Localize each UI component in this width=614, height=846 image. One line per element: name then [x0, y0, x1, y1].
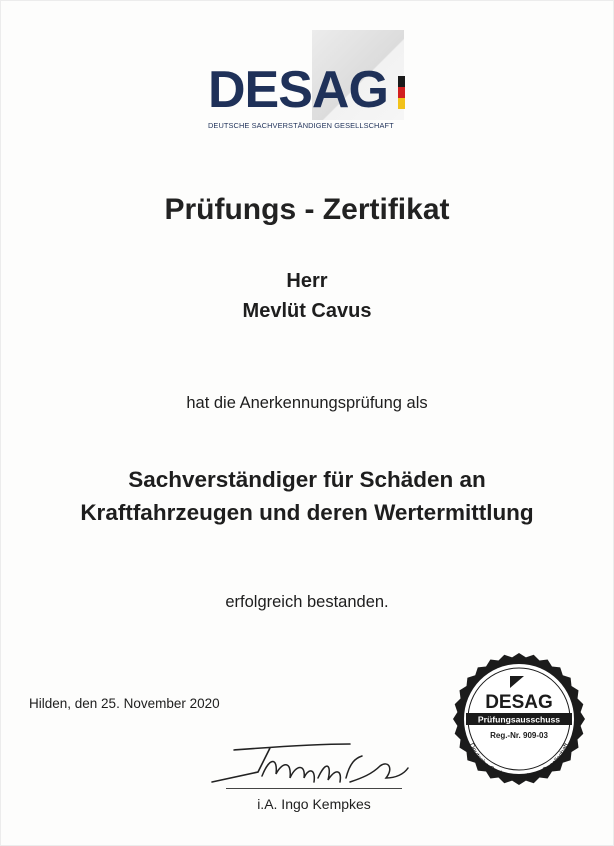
seal-wordmark: DESAG: [485, 692, 553, 713]
qualification-line-2: Kraftfahrzeugen und deren Wertermittlung: [80, 500, 534, 525]
signature-line: [226, 788, 402, 789]
seal-logo-mark-icon: [510, 676, 524, 688]
logo-wordmark: DESAG: [208, 61, 388, 119]
seal-ring-text: Deutsche-Sachverständigen-Gesellschaft: [467, 742, 571, 782]
intro-text: hat die Anerkennungsprüfung als: [186, 394, 428, 412]
recipient-name: Mevlüt Cavus: [242, 300, 372, 322]
recipient-salutation: Herr: [286, 270, 328, 292]
signer-name: i.A. Ingo Kempkes: [257, 796, 371, 812]
german-flag-icon: [398, 76, 405, 109]
seal-reg-number: Reg.-Nr. 909-03: [490, 731, 548, 740]
desag-logo: [204, 30, 414, 135]
result-text: erfolgreich bestanden.: [225, 593, 389, 611]
logo-subtitle: DEUTSCHE SACHVERSTÄNDIGEN GESELLSCHAFT: [208, 121, 394, 130]
qualification-line-1: Sachverständiger für Schäden an: [128, 467, 486, 492]
place-and-date: Hilden, den 25. November 2020: [29, 696, 220, 711]
seal-committee: Prüfungsausschuss: [477, 714, 561, 725]
desag-seal-stamp: [452, 652, 586, 786]
handwritten-signature: [200, 738, 420, 788]
certificate-title: Prüfungs - Zertifikat: [164, 193, 450, 226]
